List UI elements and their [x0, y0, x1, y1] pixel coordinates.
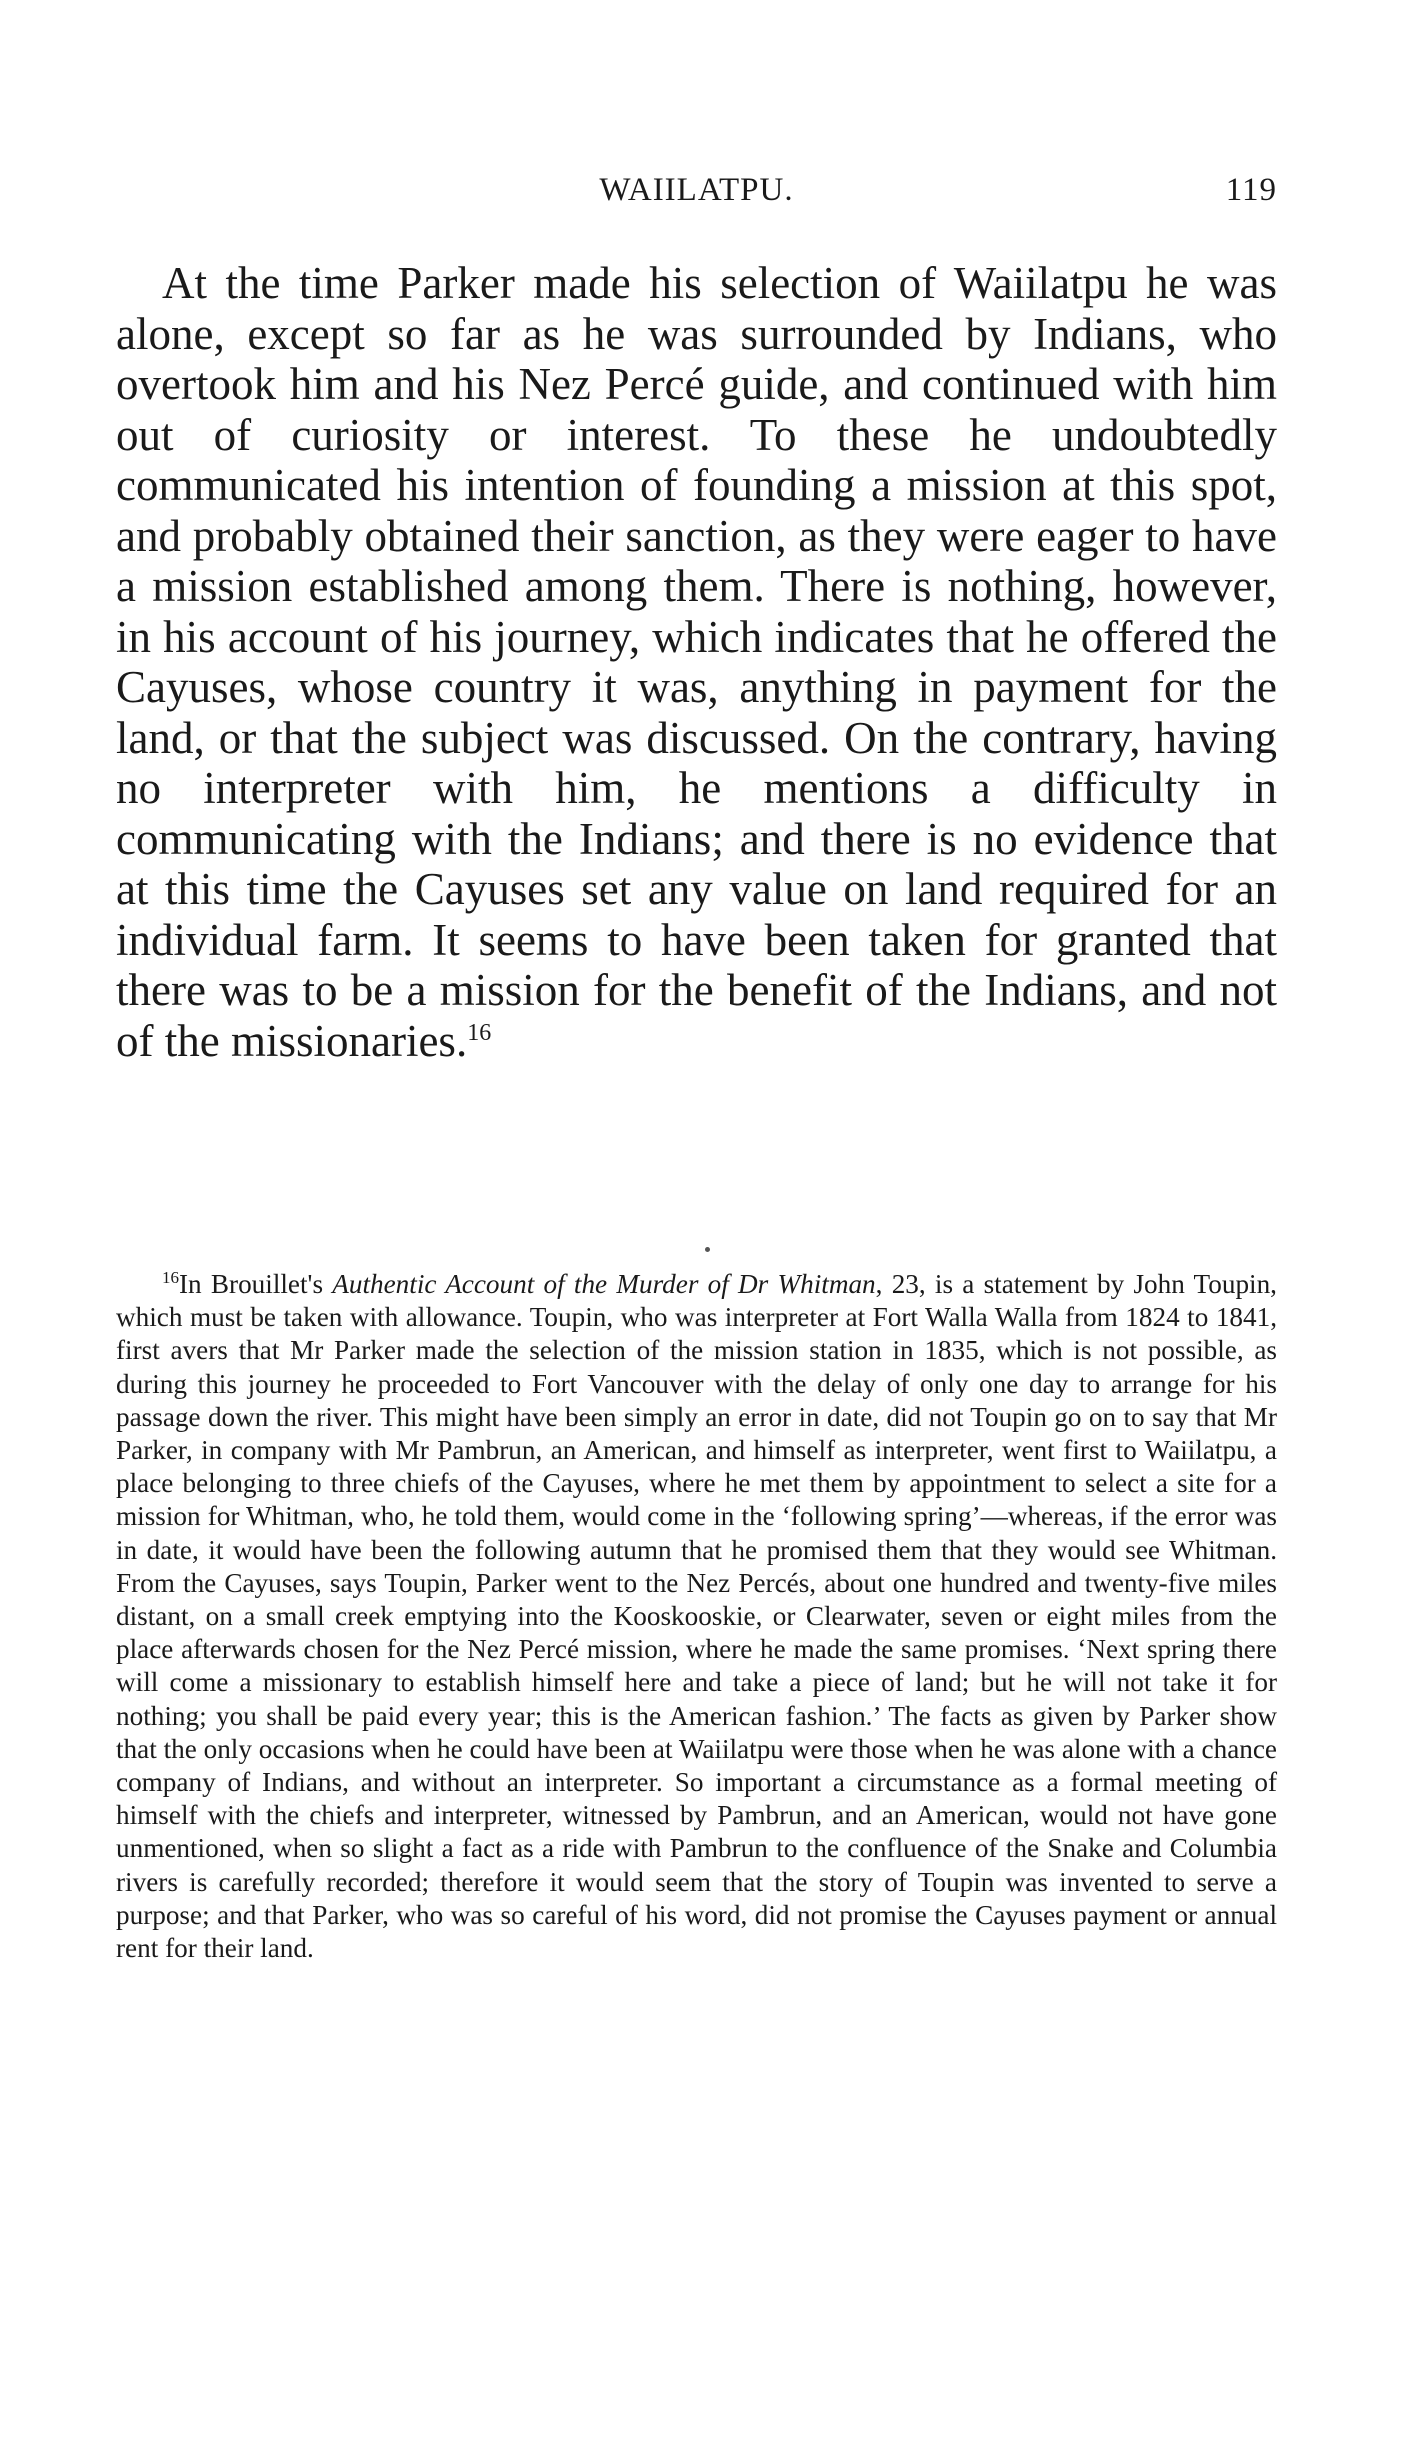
body-paragraph [116, 258, 1277, 1066]
page-number: 119 [1225, 172, 1277, 208]
section-divider-dot [705, 1247, 710, 1252]
footnote-reference: 16 [467, 1019, 492, 1046]
footnote [116, 1268, 1277, 1965]
footnote-text: , 23, is a statement by John Toupin, which must be taken with allowance. Toupin, who was interpreter at Fort Walla Walla from 1824 to 1841, first avers that Mr Parker made the selection of the mission station in 1835, which is not possible, as during this journey he proceeded to Fort Vancouver with the delay of only one day to arrange for his passage down the river. This might have been simply an error in date, did not Toupin go on to say that Mr Parker, in company with Mr Pambrun, an American, and himself as interpreter, went first to Waiilatpu, a place belonging to three chiefs of the Cayuses, where he met them by appointment to select a site for a mission for Whitman, who, he told them, would come in the ‘following spring’—whereas, if the error was in date, it would have been the following autumn that he promised them that they would see Whitman. From the Cayuses, says Toupin, Parker went to the Nez Percés, about one hundred and twenty-five miles distant, on a small creek emptying into the Kooskooskie, or Clearwater, seven or eight miles from the place afterwards chosen for the Nez Percé mission, where he made the same promises. ‘Next spring there will come a missionary to establish himself here and take a piece of land; but he will not take it for nothing; you shall be paid every year; this is the American fashion.’ The facts as given by Parker show that the only occasions when he could have been at Waiilatpu were those when he was alone with a chance company of Indians, and without an interpreter. So important a circumstance as a formal meeting of himself with the chiefs and interpreter, witnessed by Pambrun, and an American, would not have gone unmentioned, when so slight a fact as a ride with Pambrun to the confluence of the Snake and Columbia rivers is carefully recorded; therefore it would seem that the story of Toupin was invented to serve a purpose; and that Parker, who was so careful of his word, did not promise the Cayuses payment or annual rent for their land. [116, 1269, 1277, 1964]
footnote-number: 16 [162, 1267, 179, 1287]
footnote-cited-title: Authentic Account of the Murder of Dr Whitman [332, 1269, 876, 1299]
body-paragraph-text: At the time Parker made his selection of Waiilatpu he was alone, except so far as he was surrounded by Indians, who overtook him and his Nez Percé guide, and continued with him out of curiosity or interest. To these he undoubtedly communicated his intention of founding a mission at this spot, and probably obtained their sanction, as they were eager to have a mission established among them. There is nothing, however, in his account of his journey, which indicates that he offered the Cayuses, whose country it was, anything in payment for the land, or that the subject was discussed. On the contrary, having no interpreter with him, he mentions a difficulty in communicating with the Indians; and there is no evidence that at this time the Cayuses set any value on land required for an individual farm. It seems to have been taken for granted that there was to be a mission for the benefit of the Indians, and not of the missionaries. [116, 258, 1277, 1066]
running-title: WAIILATPU. [599, 172, 794, 208]
footnote-intro: In Brouillet's [179, 1269, 333, 1299]
running-head [116, 172, 1277, 218]
